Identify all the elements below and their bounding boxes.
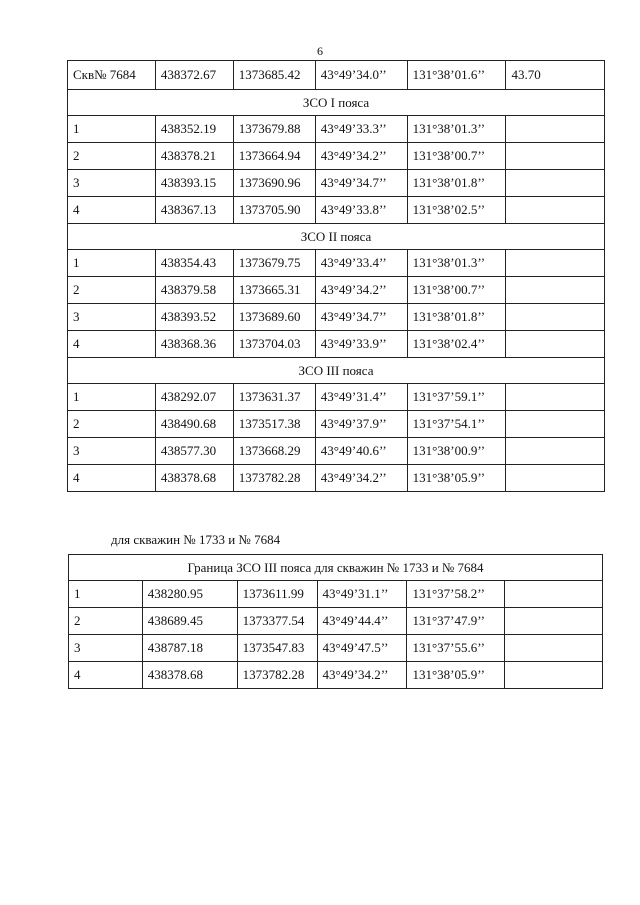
table-row [68, 331, 605, 358]
table-row [68, 411, 605, 438]
table-row [68, 170, 605, 197]
table-cell: 1373547.83 [237, 635, 317, 662]
table-cell: 131°38’00.9’’ [407, 438, 506, 465]
table-cell: 1373782.28 [237, 662, 317, 689]
table-cell: 438352.19 [155, 116, 233, 143]
table-cell: 43°49’44.4’’ [317, 608, 407, 635]
table-cell [506, 170, 605, 197]
table-cell: 43°49’31.4’’ [315, 384, 407, 411]
table-title: Граница ЗСО III пояса для скважин № 1733 и № 7684 [69, 555, 603, 581]
table-cell: 3 [69, 635, 143, 662]
table-cell: 1 [68, 116, 156, 143]
table-cell [506, 197, 605, 224]
table-cell [505, 608, 603, 635]
table-row [69, 608, 603, 635]
table-row [68, 465, 605, 492]
table-cell: 438378.68 [142, 662, 237, 689]
table-cell: 131°38’01.8’’ [407, 170, 506, 197]
table-cell: 131°37’47.9’’ [407, 608, 505, 635]
table-cell: 131°37’54.1’’ [407, 411, 506, 438]
table-cell: 43°49’33.8’’ [315, 197, 407, 224]
table-cell: 131°38’01.3’’ [407, 250, 506, 277]
table-cell: 131°38’01.6’’ [407, 61, 506, 90]
table-cell: 1373782.28 [233, 465, 315, 492]
table-cell: 43°49’34.2’’ [315, 277, 407, 304]
section-header-row [68, 90, 605, 116]
table-cell: 4 [68, 331, 156, 358]
table-cell: 1373631.37 [233, 384, 315, 411]
table-cell: 43°49’33.3’’ [315, 116, 407, 143]
table-cell: 3 [68, 438, 156, 465]
table-cell: 2 [69, 608, 143, 635]
table-row [69, 662, 603, 689]
table-cell: 43°49’34.2’’ [315, 143, 407, 170]
table-cell [506, 411, 605, 438]
table-cell [505, 635, 603, 662]
table-cell: 438378.68 [155, 465, 233, 492]
table-cell: 1 [69, 581, 143, 608]
table-title-row [69, 555, 603, 581]
table-cell [506, 304, 605, 331]
coordinates-table-boundary-zone-iii [68, 554, 603, 689]
table-cell [506, 384, 605, 411]
page-number: 6 [317, 44, 323, 58]
table-cell: 43°49’34.2’’ [315, 465, 407, 492]
table-cell: 1373377.54 [237, 608, 317, 635]
table-row [68, 143, 605, 170]
table-cell: 43°49’34.0’’ [315, 61, 407, 90]
table-cell: 1373679.75 [233, 250, 315, 277]
table-cell: 131°37’55.6’’ [407, 635, 505, 662]
table-cell: 131°38’00.7’’ [407, 277, 506, 304]
table-row [68, 277, 605, 304]
table-cell: 131°37’59.1’’ [407, 384, 506, 411]
table-cell: 438689.45 [142, 608, 237, 635]
table-cell [506, 465, 605, 492]
table-cell: 43°49’34.2’’ [317, 662, 407, 689]
table-cell: 131°38’01.8’’ [407, 304, 506, 331]
section-title: ЗСО II пояса [68, 224, 605, 250]
table-cell: 1373679.88 [233, 116, 315, 143]
table-cell: 2 [68, 143, 156, 170]
table-cell: Скв№ 7684 [68, 61, 156, 90]
table-cell: 438379.58 [155, 277, 233, 304]
table-cell: 1373665.31 [233, 277, 315, 304]
table-cell: 1373611.99 [237, 581, 317, 608]
table-cell: 43°49’40.6’’ [315, 438, 407, 465]
table-cell: 2 [68, 411, 156, 438]
table-cell: 131°38’00.7’’ [407, 143, 506, 170]
table-cell: 43°49’37.9’’ [315, 411, 407, 438]
table-cell: 43.70 [506, 61, 605, 90]
table-cell [506, 143, 605, 170]
table-cell: 131°38’01.3’’ [407, 116, 506, 143]
caption: для скважин № 1733 и № 7684 [111, 532, 281, 547]
table-cell: 1373668.29 [233, 438, 315, 465]
table-cell: 1373685.42 [233, 61, 315, 90]
table-cell [505, 662, 603, 689]
table-cell: 438292.07 [155, 384, 233, 411]
table-cell: 43°49’33.9’’ [315, 331, 407, 358]
table-cell: 438280.95 [142, 581, 237, 608]
table-row [68, 304, 605, 331]
table-cell: 131°38’05.9’’ [407, 465, 506, 492]
table-cell: 3 [68, 304, 156, 331]
table-cell [505, 581, 603, 608]
table-row [68, 116, 605, 143]
table-row [68, 250, 605, 277]
table-cell: 1 [68, 384, 156, 411]
table-cell [506, 331, 605, 358]
table-cell [506, 250, 605, 277]
table-row [69, 581, 603, 608]
table-cell: 43°49’34.7’’ [315, 304, 407, 331]
table-cell [506, 277, 605, 304]
table-row-well [68, 61, 605, 90]
section-header-row [68, 224, 605, 250]
table-cell: 4 [69, 662, 143, 689]
table-cell [506, 116, 605, 143]
table-cell: 1373664.94 [233, 143, 315, 170]
table-cell: 1 [68, 250, 156, 277]
table-cell: 3 [68, 170, 156, 197]
table-cell: 1373705.90 [233, 197, 315, 224]
table-cell: 438367.13 [155, 197, 233, 224]
table-row [68, 438, 605, 465]
table-cell: 438368.36 [155, 331, 233, 358]
table-cell: 1373517.38 [233, 411, 315, 438]
table-cell: 1373690.96 [233, 170, 315, 197]
table-cell: 438787.18 [142, 635, 237, 662]
table-cell: 438378.21 [155, 143, 233, 170]
table-row [68, 197, 605, 224]
table-cell: 438393.52 [155, 304, 233, 331]
table-cell: 131°37’58.2’’ [407, 581, 505, 608]
section-title: ЗСО I пояса [68, 90, 605, 116]
table-row [69, 635, 603, 662]
table-cell: 131°38’05.9’’ [407, 662, 505, 689]
table-cell: 438372.67 [155, 61, 233, 90]
table-row [68, 384, 605, 411]
table-cell: 43°49’33.4’’ [315, 250, 407, 277]
table-cell: 1373704.03 [233, 331, 315, 358]
section-header-row [68, 358, 605, 384]
table-cell: 43°49’34.7’’ [315, 170, 407, 197]
table-cell: 438393.15 [155, 170, 233, 197]
table-cell: 1373689.60 [233, 304, 315, 331]
table-cell: 131°38’02.5’’ [407, 197, 506, 224]
table-cell: 438354.43 [155, 250, 233, 277]
table-cell [506, 438, 605, 465]
table-cell: 43°49’47.5’’ [317, 635, 407, 662]
table-cell: 438490.68 [155, 411, 233, 438]
table-cell: 4 [68, 465, 156, 492]
coordinates-table-well-7684 [67, 60, 605, 492]
table-cell: 4 [68, 197, 156, 224]
table-cell: 43°49’31.1’’ [317, 581, 407, 608]
table-cell: 131°38’02.4’’ [407, 331, 506, 358]
table-cell: 2 [68, 277, 156, 304]
table-cell: 438577.30 [155, 438, 233, 465]
section-title: ЗСО III пояса [68, 358, 605, 384]
